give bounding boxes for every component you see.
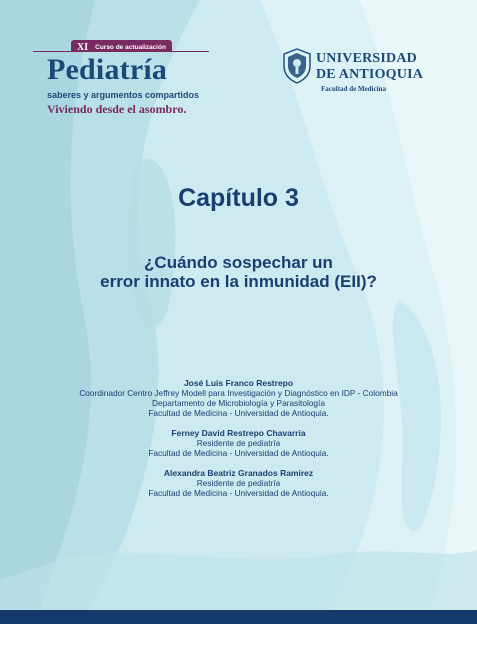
author-name: José Luis Franco Restrepo bbox=[183, 378, 294, 388]
author-affiliation: Facultad de Medicina - Universidad de Antioquia. bbox=[148, 408, 329, 418]
course-tag-text: Curso de actualización bbox=[95, 44, 166, 51]
university-name-line1: UNIVERSIDAD bbox=[316, 51, 417, 66]
university-seal-icon bbox=[282, 48, 312, 84]
chapter-label: Capítulo 3 bbox=[178, 184, 299, 212]
bottom-band bbox=[0, 610, 477, 624]
author-affiliation: Residente de pediatría bbox=[196, 478, 281, 488]
author-affiliation: Facultad de Medicina - Universidad de Antioquia. bbox=[148, 448, 329, 458]
author-affiliation: Residente de pediatría bbox=[196, 438, 281, 448]
author-name: Ferney David Restrepo Chavarria bbox=[171, 428, 306, 438]
author-affiliation: Facultad de Medicina - Universidad de Antioquia. bbox=[148, 488, 329, 498]
university-name-line2: DE ANTIOQUIA bbox=[316, 67, 424, 82]
authors-list bbox=[0, 378, 477, 508]
course-tag bbox=[71, 40, 172, 52]
author-block bbox=[0, 428, 477, 458]
university-faculty: Facultad de Medicina bbox=[321, 85, 386, 93]
author-block bbox=[0, 468, 477, 498]
author-affiliation: Departamento de Microbiología y Parasitología bbox=[152, 398, 325, 408]
course-number: XI bbox=[77, 42, 89, 53]
course-slogan: Viviendo desde el asombro. bbox=[47, 102, 187, 116]
author-affiliation: Coordinador Centro Jeffrey Modell para Investigación y Diagnóstico en IDP - Colombia bbox=[79, 388, 398, 398]
course-subtitle: saberes y argumentos compartidos bbox=[47, 90, 200, 100]
course-title: Pediatría bbox=[47, 53, 168, 86]
author-name: Alexandra Beatriz Granados Ramirez bbox=[163, 468, 314, 478]
author-block bbox=[0, 378, 477, 418]
chapter-question-line2: error innato en la inmunidad (EII)? bbox=[100, 272, 377, 291]
chapter-question-line1: ¿Cuándo sospechar un bbox=[144, 253, 333, 272]
chapter-question bbox=[0, 253, 477, 291]
